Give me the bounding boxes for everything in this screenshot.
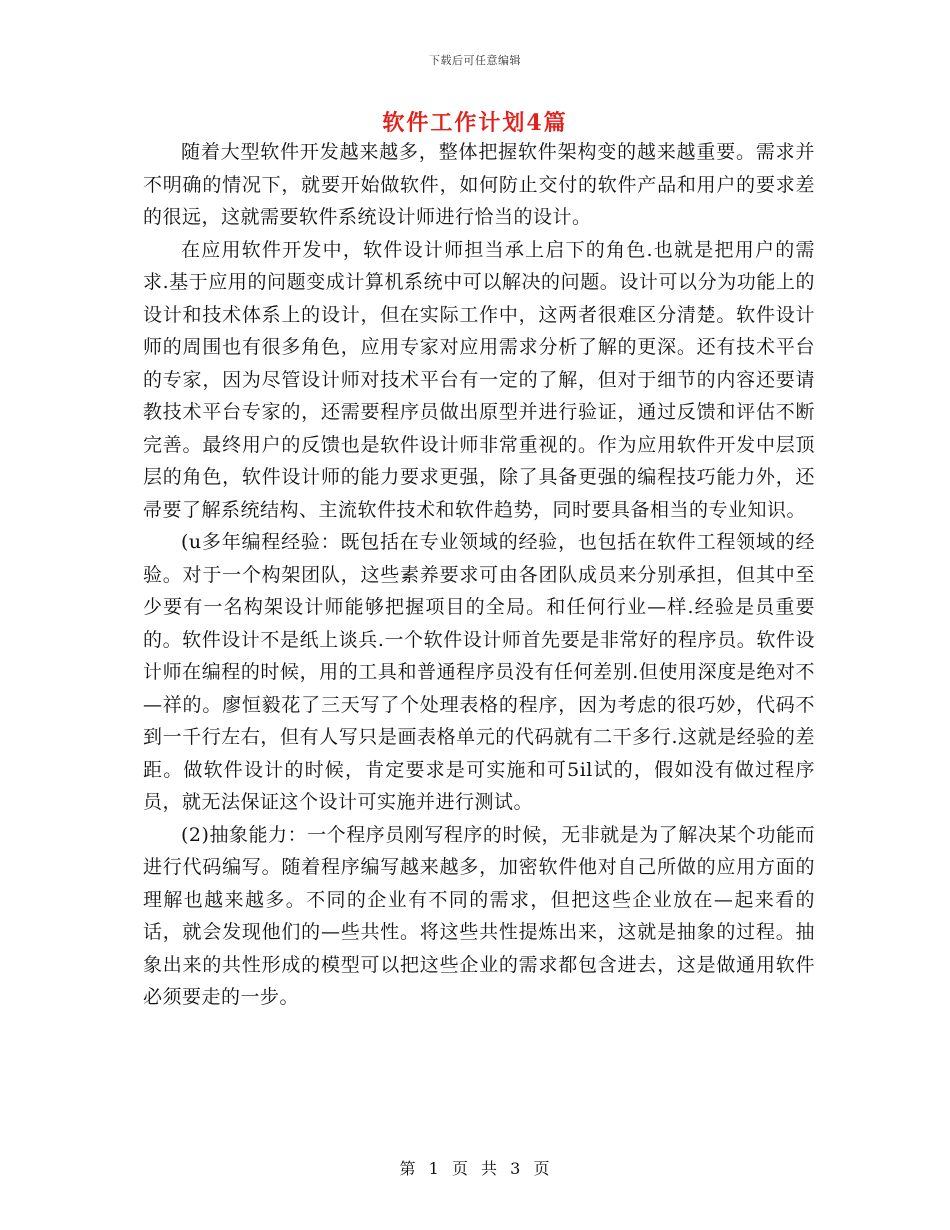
footer-total-prefix: 共 xyxy=(481,1159,499,1178)
footer-prefix: 第 xyxy=(399,1159,417,1178)
paragraph: 在应用软件开发中，软件设计师担当承上启下的角色.也就是把用户的需求.基于应用的问题变成计算机系统中可以解决的问题。设计可以分为功能上的设计和技术体系上的设计，但在实际工作中，这两者很难区分清楚。软件设计师的周围也有很多角色，应用专家对应用需求分析了解的更深。还有技术平台的专家，因为尽管设计师对技术平台有一定的了解，但对于细节的内容还要请教技术平台专家的，还需要程序员做出原型并进行验证，通过反馈和评估不断完善。最终用户的反馈也是软件设计师非常重视的。作为应用软件开发中层顶层的角色，软件设计师的能力要求更强，除了具备更强的编程技巧能力外，还帚要了解系统结构、主流软件技术和软件趋势，同时要具备相当的专业知识。 xyxy=(143,238,815,521)
paragraph: (2)抽象能力：一个程序员刚写程序的时候，无非就是为了解决某个功能而进行代码编写。随着程序编写越来越多，加密软件他对自己所做的应用方面的理解也越来越多。不同的企业有不同的需求，但把这些企业放在—起来看的话，就会发现他们的—些共性。将这些共性提炼出来，这就是抽象的过程。抽象出来的共性形成的模型可以把这些企业的需求都包含进去，这是做通用软件必须要走的一步。 xyxy=(143,823,815,1008)
footer-current-page: 1 xyxy=(428,1159,440,1178)
page-header-note: 下载后可任意编辑 xyxy=(429,54,521,67)
footer-page-label: 页 xyxy=(451,1159,469,1178)
footer-total-label: 页 xyxy=(533,1159,551,1178)
page-footer xyxy=(0,1156,950,1179)
paragraph: (u多年编程经验：既包括在专业领域的经验，也包括在软件工程领域的经验。对于一个构架团队，这些素养要求可由各团队成员来分别承担，但其中至少要有一名构架设计师能够把握项目的全局。和任何行业—样.经验是员重要的。软件设计不是纸上谈兵.一个软件设计师首先要是非常好的程序员。软件设计师在编程的时候，用的工具和普通程序员没有任何差别.但使用深度是绝对不—祥的。廖恒毅花了三天写了个处理表格的程序，因为考虑的很巧妙，代码不到一千行左右，但有人写只是画表格单元的代码就有二干多行.这就是经验的差距。做软件设计的时候，肯定要求是可实施和可5il试的，假如没有做过程序员，就无法保证这个设计可实施并进行测试。 xyxy=(143,531,815,813)
document-title: 软件工作计划4篇 xyxy=(382,110,568,136)
paragraph: 随着大型软件开发越来越多，整体把握软件架构变的越来越重要。需求并不明确的情况下，就要开始做软件，如何防止交付的软件产品和用户的要求差的很远，这就需要软件系统设计师进行恰当的设计。 xyxy=(143,141,815,228)
footer-total-pages: 3 xyxy=(510,1159,522,1178)
document-body xyxy=(143,136,815,1014)
